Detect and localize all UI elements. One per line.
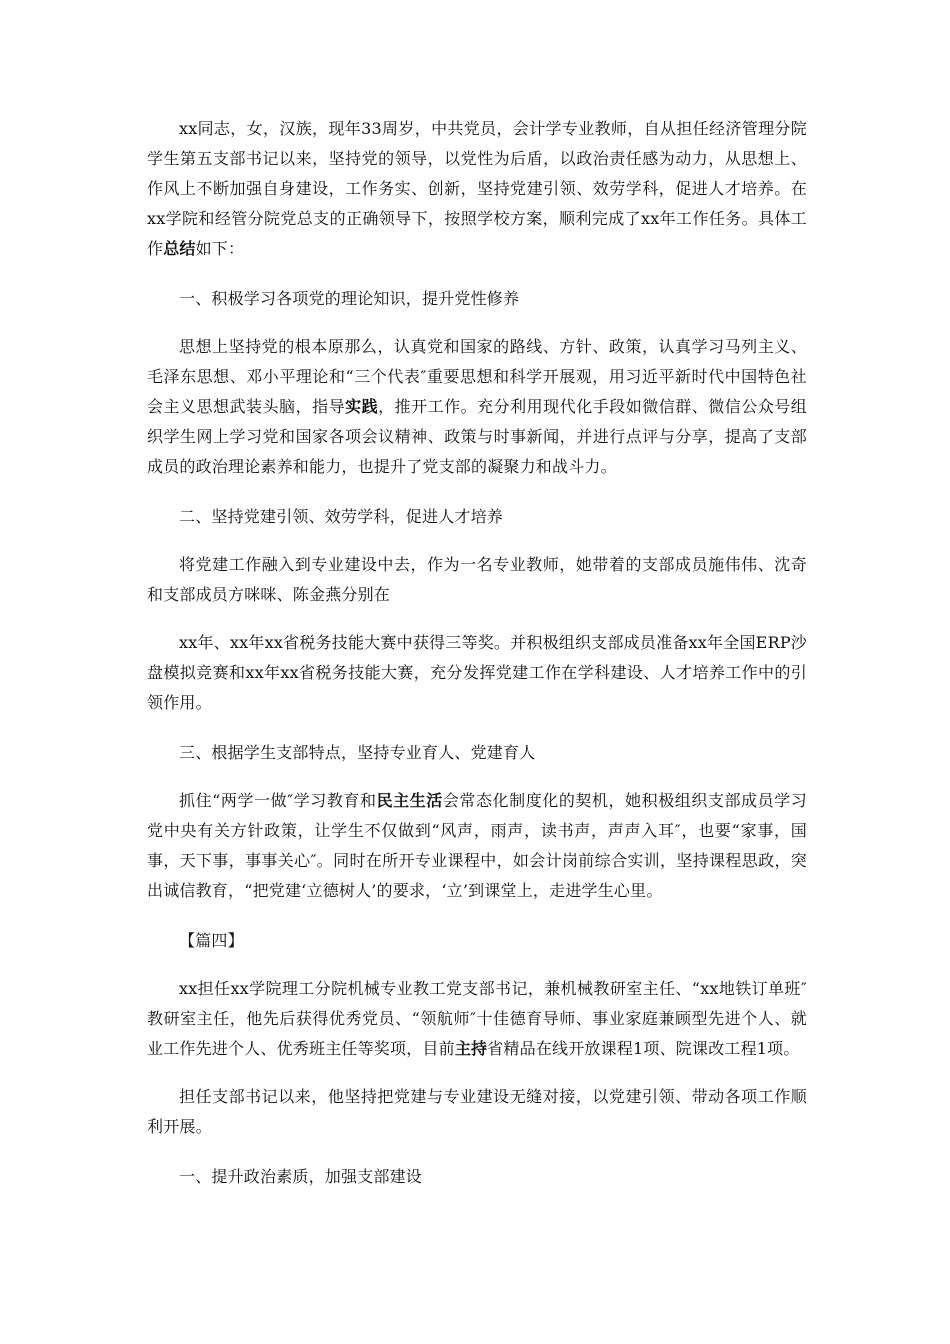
paragraph-profile-text-a: xx担任xx学院理工分院机械专业教工党支部书记，兼机械教研室主任、“xx地铁订单班″教研室主任，他先后获得优秀党员、“领航师″十佳德育导师、事业家庭兼顾型先进个人、就业工作先进个人、优秀班主任等奖项，目前 [147, 979, 807, 1058]
paragraph-education-text-b: 会常态化制度化的契机，她积极组织支部成员学习党中央有关方针政策，让学生不仅做到“风声，雨声，读书声，声声入耳″，也要“家事，国事，天下事，事事关心″。同时在所开专业课程中，如会计岗前综合实训，坚持课程思政，突出诚信教育，“把党建‘立德树人’的要求，‘立’到课堂上，走进学生心里。 [147, 791, 807, 900]
paragraph-competition: xx年、xx年xx省税务技能大赛中获得三等奖。并积极组织支部成员准备xx年全国ERP沙盘模拟竞赛和xx年xx省税务技能大赛，充分发挥党建工作在学科建设、人才培养工作中的引领作用。 [147, 633, 807, 712]
paragraph-education [147, 786, 807, 906]
paragraph-profile-text-b: 省精品在线开放课程1项、院课改工程1项。 [487, 1039, 800, 1058]
paragraph-education-bold: 民主生活 [376, 791, 443, 810]
paragraph-theory-text-a: 思想上坚持党的根本原那么，认真党和国家的路线、方针、政策，认真学习马列主义、毛泽东思想、邓小平理论和“三个代表″重要思想和科学开展观，用习近平新时代中国特色社会主义思想武装头脑，指导 [147, 337, 807, 416]
section-heading-3: 三、根据学生支部特点，坚持专业育人、党建育人 [179, 743, 536, 762]
paragraph-intro [147, 114, 807, 264]
paragraph-party-building: 将党建工作融入到专业建设中去，作为一名专业教师，她带着的支部成员施伟伟、沈奇和支部成员方咪咪、陈金燕分别在 [147, 555, 807, 604]
paragraph-education-text-a: 抓住“两学一做″学习教育和 [179, 791, 377, 810]
paragraph-theory-bold: 实践 [345, 397, 379, 416]
paragraph-profile [147, 974, 807, 1064]
paragraph-profile-bold: 主持 [454, 1039, 488, 1058]
section-label-part-four: 【篇四】 [179, 931, 244, 950]
document-body [147, 114, 807, 1192]
section-heading-2: 二、坚持党建引领、效劳学科，促进人才培养 [179, 507, 504, 526]
paragraph-theory-text-b: ，推开工作。充分利用现代化手段如微信群、微信公众号组织学生网上学习党和国家各项会议精神、政策与时事新闻，并进行点评与分享，提高了支部成员的政治理论素养和能力，也提升了党支部的凝聚力和战斗力。 [147, 397, 807, 476]
paragraph-theory [147, 332, 807, 482]
paragraph-intro-text-b: 如下： [195, 239, 245, 258]
paragraph-secretary: 担任支部书记以来，他坚持把党建与专业建设无缝对接，以党建引领、带动各项工作顺利开展。 [147, 1087, 807, 1136]
paragraph-intro-bold: 总结 [163, 239, 196, 258]
paragraph-intro-text-a: xx同志，女，汉族，现年33周岁，中共党员，会计学专业教师，自从担任经济管理分院学生第五支部书记以来，坚持党的领导，以党性为后盾，以政治责任感为动力，从思想上、作风上不断加强自身建设，工作务实、创新，坚持党建引领、效劳学科，促进人才培养。在xx学院和经管分院党总支的正确领导下，按照学校方案，顺利完成了xx年工作任务。具体工作 [147, 119, 807, 258]
section-heading-4: 一、提升政治素质，加强支部建设 [179, 1167, 423, 1186]
section-heading-1: 一、积极学习各项党的理论知识，提升党性修养 [179, 289, 520, 308]
